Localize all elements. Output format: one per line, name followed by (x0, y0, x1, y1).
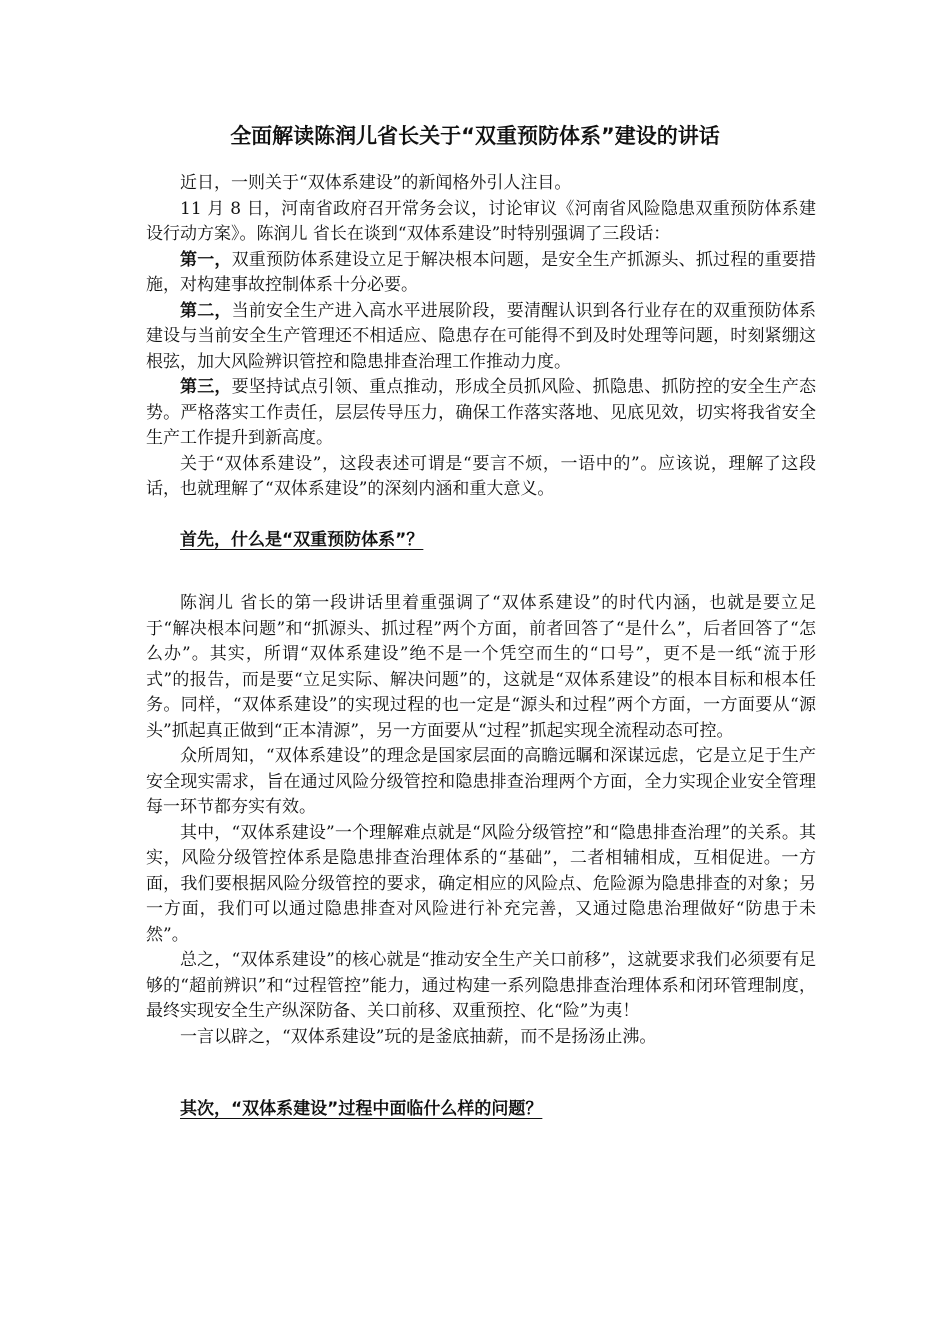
section1-paragraph-1: 陈润儿 省长的第一段讲话里着重强调了“双体系建设”的时代内涵，也就是要立足于“解决根本问题”和“抓源头、抓过程”两个方面，前者回答了“是什么”，后者回答了“怎么办”。其实，所谓“双体系建设”绝不是一个凭空而生的“口号”，更不是一纸“流于形式”的报告，而是要“立足实际、解决问题”的，这就是“双体系建设”的根本目标和根本任务。同样，“双体系建设”的实现过程的也一定是“源头和过程”两个方面，一方面要从“源头”抓起真正做到“正本清源”，另一方面要从“过程”抓起实现全流程动态可控。 (146, 593, 816, 741)
intro-paragraph-1: 近日，一则关于“双体系建设”的新闻格外引人注目。 (180, 173, 572, 193)
section-heading-1-text: 首先，什么是“双重预防体系”？ (180, 529, 424, 550)
section1-paragraph-4: 总之，“双体系建设”的核心就是“推动安全生产关口前移”，这就要求我们必须要有足够的“超前辨识”和“过程管控”能力，通过构建一系列隐患排查治理体系和闭环管理制度，最终实现安全生产纵深防备、关口前移、双重预控、化“险”为夷！ (146, 950, 816, 1021)
document-body (146, 171, 816, 1123)
section-heading-1 (146, 528, 816, 554)
document-title: 全面解读陈润儿省长关于“双重预防体系”建设的讲话 (230, 124, 720, 148)
intro-paragraph-2: 11 月 8 日，河南省政府召开常务会议，讨论审议《河南省风险隐患双重预防体系建设行动方案》。陈润儿 省长在谈到“双体系建设”时特别强调了三段话： (146, 198, 816, 244)
spacer (146, 1050, 816, 1097)
point-text-1: 双重预防体系建设立足于解决根本问题，是安全生产抓源头、抓过程的重要措施，对构建事故控制体系十分必要。 (146, 249, 817, 295)
point-label-3: 第三， (180, 377, 232, 397)
point-text-3: 要坚持试点引领、重点推动，形成全员抓风险、抓隐患、抓防控的安全生产态势。严格落实工作责任，层层传导压力，确保工作落实落地、见底见效，切实将我省安全生产工作提升到新高度。 (146, 377, 817, 448)
spacer (146, 553, 816, 591)
point-label-2: 第二， (180, 300, 232, 321)
point-paragraph-2 (146, 299, 816, 376)
spacer (146, 503, 816, 528)
section1-paragraph-2: 众所周知，“双体系建设”的理念是国家层面的高瞻远瞩和深谋远虑，它是立足于生产安全现实需求，旨在通过风险分级管控和隐患排查治理两个方面，全力实现企业安全管理每一环节都夯实有效。 (146, 746, 816, 817)
point-label-1: 第一， (180, 249, 232, 270)
section-heading-2-text: 其次，“双体系建设”过程中面临什么样的问题？ (180, 1099, 543, 1119)
section1-paragraph-3: 其中，“双体系建设”一个理解难点就是“风险分级管控”和“隐患排查治理”的关系。其实，风险分级管控体系是隐患排查治理体系的“基础”，二者相辅相成，互相促进。一方面，我们要根据风险分级管控的要求，确定相应的风险点、危险源为隐患排查的对象；另一方面，我们可以通过隐患排查对风险进行补充完善，又通过隐患治理做好“防患于未然”。 (146, 822, 816, 945)
section1-paragraph-5: 一言以辟之，“双体系建设”玩的是釜底抽薪，而不是扬汤止沸。 (180, 1026, 657, 1047)
section-heading-2 (146, 1097, 816, 1123)
point-paragraph-3 (146, 375, 816, 452)
summary-paragraph: 关于“双体系建设”，这段表述可谓是“要言不烦，一语中的”。应该说，理解了这段话，也就理解了“双体系建设”的深刻内涵和重大意义。 (146, 453, 816, 499)
point-paragraph-1 (146, 248, 816, 299)
point-text-2: 当前安全生产进入高水平进展阶段，要清醒认识到各行业存在的双重预防体系建设与当前安全生产管理还不相适应、隐患存在可能得不到及时处理等问题，时刻紧绷这根弦，加大风险辨识管控和隐患排查治理工作推动力度。 (146, 300, 817, 372)
